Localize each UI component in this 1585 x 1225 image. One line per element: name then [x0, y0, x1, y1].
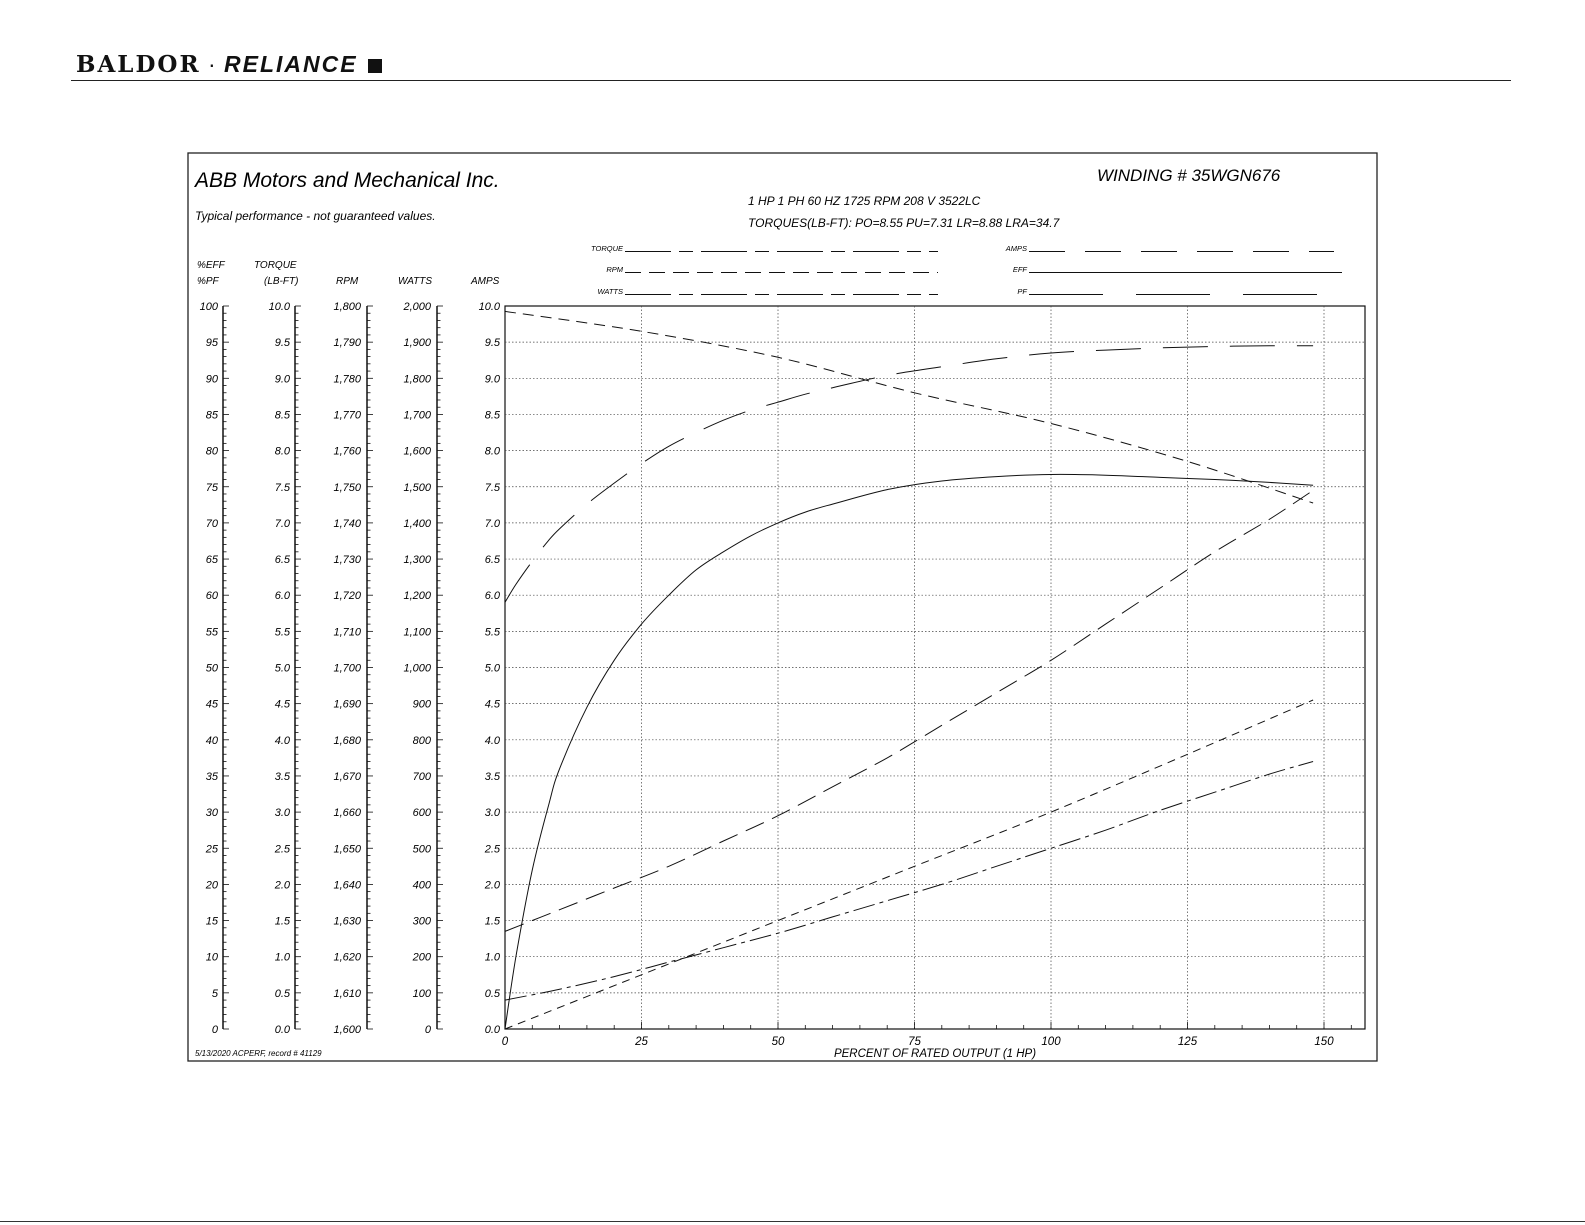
y-tick-label: 80	[205, 445, 218, 458]
brand-part1: BALDOR	[76, 51, 201, 78]
y-tick-label: 3.5	[274, 770, 290, 783]
y-tick-label: 5.5	[484, 626, 500, 639]
y-tick-label: 35	[205, 770, 218, 783]
legend-label: WATTS	[597, 287, 623, 296]
x-tick-label: 50	[771, 1036, 785, 1048]
y-axis-header: AMPS	[471, 276, 500, 287]
y-axis-header: %PF	[197, 276, 219, 287]
chart-subtitle: Typical performance - not guaranteed values.	[195, 209, 436, 223]
y-tick-label: 100	[199, 301, 218, 313]
y-tick-label: 1,800	[333, 301, 361, 313]
y-tick-label: 0.0	[484, 1024, 500, 1036]
y-tick-label: 85	[205, 409, 218, 422]
footer-divider	[0, 1221, 1585, 1222]
y-tick-label: 2,000	[403, 301, 431, 313]
y-tick-label: 1,790	[333, 337, 361, 350]
y-tick-label: 15	[205, 915, 218, 928]
y-axis-header: %EFF	[197, 260, 225, 271]
y-tick-label: 2.0	[484, 879, 500, 892]
y-tick-label: 9.0	[274, 373, 290, 386]
y-tick-label: 1,900	[403, 337, 431, 350]
y-tick-label: 1,720	[333, 590, 361, 603]
y-tick-label: 1,630	[333, 915, 361, 928]
chart-company: ABB Motors and Mechanical Inc.	[195, 169, 500, 192]
y-axis-header: TORQUE	[254, 260, 297, 271]
y-tick-label: 70	[205, 517, 218, 530]
y-tick-label: 20	[205, 879, 218, 892]
x-tick-label: 25	[635, 1036, 648, 1048]
y-tick-label: 0.0	[274, 1024, 290, 1036]
x-tick-label: 125	[1177, 1036, 1198, 1048]
y-tick-label: 1,660	[333, 807, 361, 820]
y-tick-label: 1,740	[333, 517, 361, 530]
y-tick-label: 1,700	[333, 662, 361, 675]
y-tick-label: 1.5	[484, 915, 500, 928]
y-tick-label: 1,730	[333, 554, 361, 567]
y-tick-label: 75	[205, 481, 218, 494]
y-tick-label: 100	[412, 987, 431, 1000]
y-tick-label: 8.5	[274, 409, 290, 422]
y-tick-label: 1,750	[333, 481, 361, 494]
y-tick-label: 8.0	[274, 445, 290, 458]
y-axis-header: (LB-FT)	[264, 276, 299, 287]
y-tick-label: 3.0	[274, 807, 290, 820]
brand-separator: ·	[207, 51, 217, 77]
y-tick-label: 9.5	[484, 337, 500, 350]
chart-spec-line: 1 HP 1 PH 60 HZ 1725 RPM 208 V 3522LC	[748, 194, 981, 208]
y-tick-label: 65	[205, 554, 218, 567]
y-tick-label: 5.0	[484, 662, 500, 675]
y-tick-label: 3.5	[484, 770, 500, 783]
x-tick-label: 75	[908, 1036, 921, 1048]
y-tick-label: 0	[424, 1024, 431, 1036]
y-tick-label: 6.5	[274, 554, 290, 567]
y-tick-label: 1,000	[403, 662, 431, 675]
y-tick-label: 10	[205, 951, 218, 964]
x-tick-label: 0	[501, 1036, 509, 1048]
y-tick-label: 1,760	[333, 445, 361, 458]
y-tick-label: 900	[412, 698, 431, 711]
y-tick-label: 7.5	[484, 481, 500, 494]
chart-winding: WINDING # 35WGN676	[1097, 166, 1281, 185]
y-tick-label: 5.5	[274, 626, 290, 639]
y-tick-label: 1,670	[333, 770, 361, 783]
y-tick-label: 1,620	[333, 951, 361, 964]
y-tick-label: 1,300	[403, 554, 431, 567]
y-tick-label: 55	[205, 626, 218, 639]
y-tick-label: 1,500	[403, 481, 431, 494]
y-tick-label: 0.5	[274, 987, 290, 1000]
chart-footnote: 5/13/2020 ACPERF, record # 41129	[195, 1049, 322, 1058]
y-tick-label: 1,770	[333, 409, 361, 422]
y-tick-label: 1,700	[403, 409, 431, 422]
y-tick-label: 3.0	[484, 807, 500, 820]
y-tick-label: 1.5	[274, 915, 290, 928]
y-tick-label: 10.0	[268, 301, 290, 313]
y-tick-label: 2.0	[274, 879, 290, 892]
y-tick-label: 7.0	[274, 517, 290, 530]
y-tick-label: 1,650	[333, 843, 361, 856]
y-tick-label: 1.0	[484, 951, 500, 964]
y-tick-label: 200	[412, 951, 431, 964]
y-tick-label: 50	[205, 662, 218, 675]
y-tick-label: 25	[205, 843, 218, 856]
y-tick-label: 60	[205, 590, 218, 603]
legend-label: TORQUE	[591, 244, 623, 253]
y-tick-label: 95	[205, 337, 218, 350]
y-tick-label: 8.5	[484, 409, 500, 422]
y-tick-label: 1,690	[333, 698, 361, 711]
y-tick-label: 1,780	[333, 373, 361, 386]
y-axis-header: WATTS	[398, 276, 433, 287]
y-tick-label: 0	[211, 1024, 218, 1036]
y-tick-label: 600	[412, 807, 431, 820]
x-tick-label: 100	[1041, 1036, 1061, 1048]
y-tick-label: 4.0	[484, 734, 500, 747]
y-tick-label: 1,680	[333, 734, 361, 747]
y-tick-label: 1,100	[403, 626, 431, 639]
y-tick-label: 7.5	[274, 481, 290, 494]
brand-part2: RELIANCE	[224, 51, 358, 77]
y-tick-label: 40	[205, 734, 218, 747]
legend-label: AMPS	[1005, 244, 1027, 253]
legend-label: EFF	[1012, 265, 1027, 274]
y-tick-label: 6.0	[484, 590, 500, 603]
y-tick-label: 1,600	[333, 1024, 361, 1036]
y-tick-label: 1,600	[403, 445, 431, 458]
y-tick-label: 500	[412, 843, 431, 856]
y-tick-label: 800	[412, 734, 431, 747]
y-tick-label: 6.0	[274, 590, 290, 603]
y-tick-label: 1,400	[403, 517, 431, 530]
y-tick-label: 400	[412, 879, 431, 892]
y-tick-label: 700	[412, 770, 431, 783]
y-tick-label: 9.5	[274, 337, 290, 350]
y-tick-label: 1.0	[274, 951, 290, 964]
legend-label: PF	[1017, 287, 1027, 296]
y-tick-label: 300	[412, 915, 431, 928]
y-tick-label: 1,800	[403, 373, 431, 386]
y-tick-label: 6.5	[484, 554, 500, 567]
y-tick-label: 4.5	[274, 698, 290, 711]
y-tick-label: 4.0	[274, 734, 290, 747]
chart-torque-line: TORQUES(LB-FT): PO=8.55 PU=7.31 LR=8.88 LRA=34.7	[748, 216, 1060, 230]
y-tick-label: 7.0	[484, 517, 500, 530]
y-tick-label: 8.0	[484, 445, 500, 458]
y-tick-label: 1,710	[333, 626, 361, 639]
y-tick-label: 2.5	[274, 843, 290, 856]
y-tick-label: 2.5	[484, 843, 500, 856]
legend-label: RPM	[606, 265, 623, 274]
x-axis-label: PERCENT OF RATED OUTPUT (1 HP)	[833, 1048, 1037, 1060]
y-tick-label: 90	[205, 373, 218, 386]
y-tick-label: 45	[205, 698, 218, 711]
y-tick-label: 30	[205, 807, 218, 820]
y-tick-label: 0.5	[484, 987, 500, 1000]
y-tick-label: 1,610	[333, 987, 361, 1000]
y-tick-label: 5.0	[274, 662, 290, 675]
y-tick-label: 4.5	[484, 698, 500, 711]
y-tick-label: 1,640	[333, 879, 361, 892]
y-tick-label: 1,200	[403, 590, 431, 603]
x-tick-label: 150	[1314, 1036, 1334, 1048]
y-tick-label: 5	[211, 987, 218, 1000]
y-tick-label: 9.0	[484, 373, 500, 386]
y-tick-label: 10.0	[478, 301, 500, 313]
y-axis-header: RPM	[336, 276, 359, 287]
